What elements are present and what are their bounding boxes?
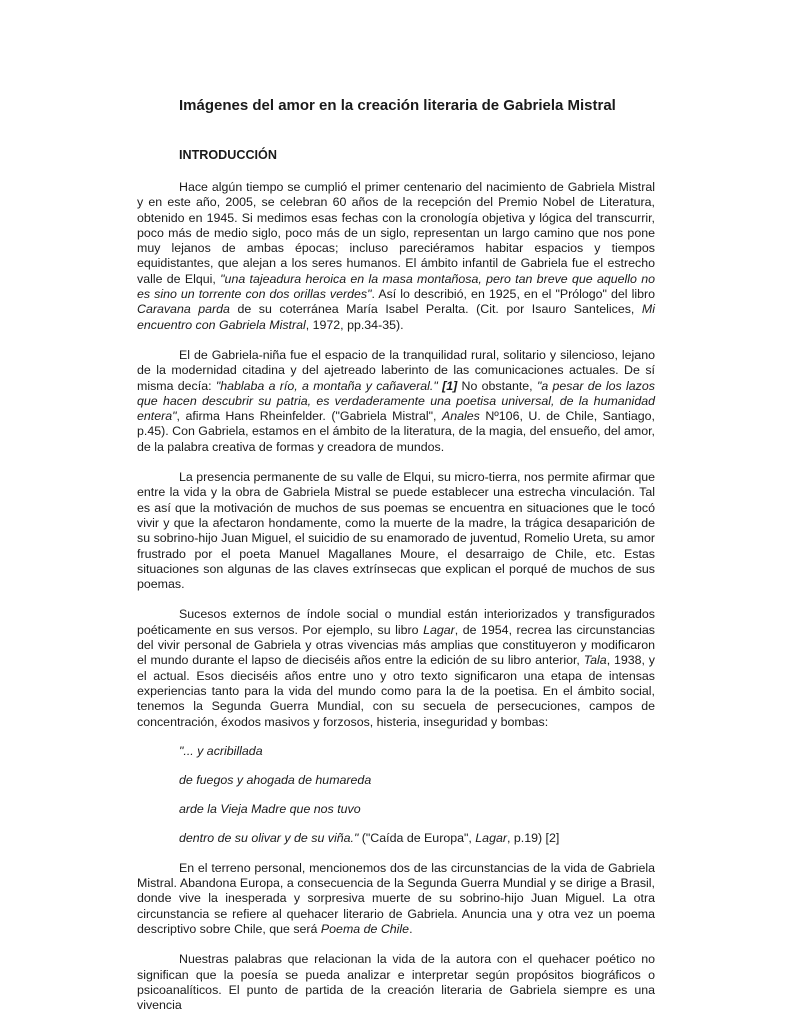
paragraph-5: En el terreno personal, mencionemos dos de las circunstancias de la vida de Gabriela Mistral. Abandona Europa, a consecuencia de la Segunda Guerra Mundial y se dirige a Brasil, donde vive la inesperada y sorpresiva muerte de su sobrino-hijo Juan Miguel. La otra circunstancia se refiere al quehacer literario de Gabriela. Anuncia una y otra vez un poema descriptivo sobre Chile, que será Poema de Chile. (137, 860, 655, 936)
book-title: Caravana parda (137, 302, 230, 317)
paragraph-3: La presencia permanente de su valle de Elqui, su micro-tierra, nos permite afirmar que entre la vida y la obra de Gabriela Mistral se puede establecer una estrecha vinculación. Tal es así que la motivación de muchos de sus poemas se encuentra en situaciones que le tocó vivir y que la afectaron hondamente, como la muerte de la madre, la trágica desaparición de su sobrino-hijo Juan Miguel, el suicidio de su enamorado de juventud, Romelio Ureta, su amor frustrado por el poeta Manuel Magallanes Moure, el desarraigo de Chile, etc. Estas situaciones son algunas de las claves extrínsecas que explican el porqué de muchos de sus poemas. (137, 470, 655, 592)
footnote-ref[interactable]: [1] (442, 378, 458, 393)
book-title: Poema de Chile (320, 921, 410, 936)
document-title: Imágenes del amor en la creación literaria de Gabriela Mistral (179, 97, 616, 114)
journal-title: Anales (441, 409, 480, 424)
quote: "hablaba a río, a montaña y cañaveral." (215, 378, 438, 393)
quote: "a pesar de los lazos que hacen descubrir su patria, es verdaderamente una poetisa universal, de la humanidad entera" (137, 378, 655, 424)
book-title: Mi encuentro con Gabriela Mistral (137, 302, 655, 332)
book-title: Tala (583, 653, 607, 668)
paragraph-4: Sucesos externos de índole social o mundial están interiorizados y transfigurados poéticamente en sus versos. Por ejemplo, su libro Lagar, de 1954, recrea las circunstancias del vivir personal de Gabriela y otras vivencias más amplias que constituyeron y modificaron el mundo durante el lapso de dieciséis años entre la edición de su libro anterior, Tala, 1938, y el actual. Esos dieciséis años entre uno y otro texto significaron una etapa de intensas experiencias tanto para la vida del mundo como para la de la poetisa. En el ámbito social, tenemos la Segunda Guerra Mundial, con su secuela de persecuciones, campos de concentración, éxodos masivos y forzosos, histeria, inseguridad y bombas: (137, 607, 656, 729)
paragraph-2: El de Gabriela-niña fue el espacio de la tranquilidad rural, solitario y silencioso, lejano de la modernidad citadina y del ajetreado laberinto de las comunicaciones actuales. De sí misma decía: "hablaba a río, a montaña y cañaveral." [1] No obstante, "a pesar de los lazos que hacen descubrir su patria, es verdaderamente una poetisa universal, de la humanidad entera", afirma Hans Rheinfelder. ("Gabriela Mistral", Anales Nº106, U. de Chile, Santiago, p.45). Con Gabriela, estamos en el ámbito de la literatura, de la magia, del ensueño, del amor, de la palabra creativa de formas y creadora de mundos. (137, 347, 655, 454)
paragraph-1: Hace algún tiempo se cumplió el primer centenario del nacimiento de Gabriela Mistral y en este año, 2005, se celebran 60 años de la recepción del Premio Nobel de Literatura, obtenido en 1945. Si medimos esas fechas con la cronología objetiva y lógica del transcurrir, poco más de medio siglo, poco más de un siglo, representan un largo camino que nos pone muy lejanos de ambas épocas; incluso pareciéramos habitar espacios y tiempos equidistantes, que alejan a los seres humanos. El ámbito infantil de Gabriela fue el estrecho valle de Elqui, "una tajeadura heroica en la masa montañosa, pero tan breve que aquello no es sino un torrente con dos orillas verdes". Así lo describió, en 1925, en el "Prólogo" del libro Caravana parda de su coterránea María Isabel Peralta. (Cit. por Isauro Santelices, Mi encuentro con Gabriela Mistral, 1972, pp.34-35). (137, 180, 655, 332)
verse-line-1: "... y acribillada (179, 743, 263, 758)
paragraph-6: Nuestras palabras que relacionan la vida de la autora con el quehacer poético no significan que la poesía se pueda analizar e interpretar según propósitos biográficos o psicoanalíticos. El punto de partida de la creación literaria de Gabriela siempre es una vivencia (137, 952, 655, 1013)
verse-line-2: de fuegos y ahogada de humareda (179, 772, 372, 787)
verse-line-3: arde la Vieja Madre que nos tuvo (179, 801, 361, 816)
document-page (137, 96, 655, 1013)
book-title: Lagar (423, 622, 455, 637)
quote: "una tajeadura heroica en la masa montañosa, pero tan breve que aquello no es sino un torrente con dos orillas verdes" (137, 271, 655, 302)
verse-line-4: dentro de su olivar y de su viña." ("Caída de Europa", Lagar, p.19) [2] (179, 830, 560, 845)
section-heading: INTRODUCCIÓN (179, 148, 277, 162)
